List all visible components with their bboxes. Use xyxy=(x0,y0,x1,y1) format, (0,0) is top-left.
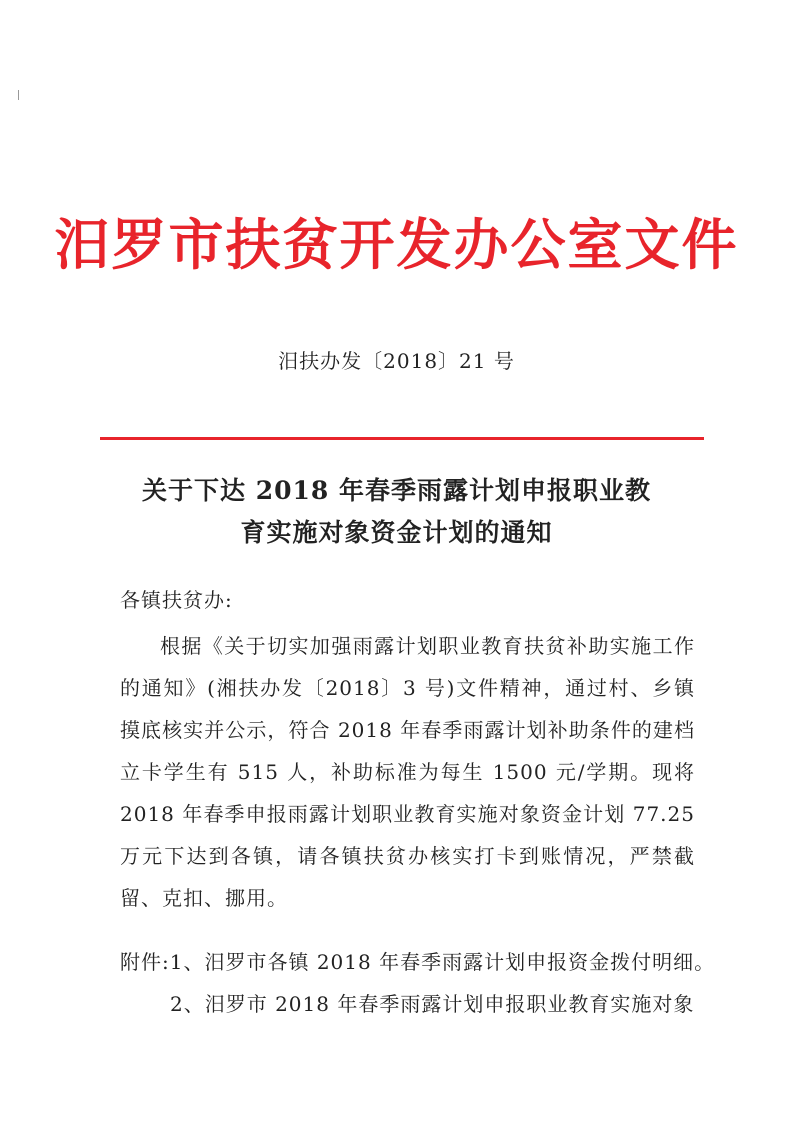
notice-title-line-1: 关于下达 2018 年春季雨露计划申报职业教 xyxy=(142,476,651,505)
notice-title-line-2: 育实施对象资金计划的通知 xyxy=(240,518,553,547)
document-number: 汨扶办发〔2018〕21 号 xyxy=(278,349,515,373)
document-header-title: 汨罗市扶贫开发办公室文件 xyxy=(54,213,739,277)
notice-title xyxy=(90,470,703,554)
notice-body-paragraph: 根据《关于切实加强雨露计划职业教育扶贫补助实施工作的通知》(湘扶办发〔2018〕3 号)文件精神，通过村、乡镇摸底核实并公示，符合 2018 年春季雨露计划补助条件的建档立卡学生有 515 人，补助标准为每生 1500 元/学期。现将 2018 年春季申报雨露计划职业教育实施对象资金计划 77.25 万元下达到各镇，请各镇扶贫办核实打卡到账情况，严禁截留、克扣、挪用。 xyxy=(120,634,695,910)
header-red-rule xyxy=(100,437,704,440)
attachment-line-1: 附件:1、汨罗市各镇 2018 年春季雨露计划申报资金拨付明细。 xyxy=(120,950,716,974)
addressee: 各镇扶贫办: xyxy=(120,588,233,612)
attachment-line-2: 2、汨罗市 2018 年春季雨露计划申报职业教育实施对象 xyxy=(170,992,695,1016)
scan-artifact-mark xyxy=(18,90,19,100)
